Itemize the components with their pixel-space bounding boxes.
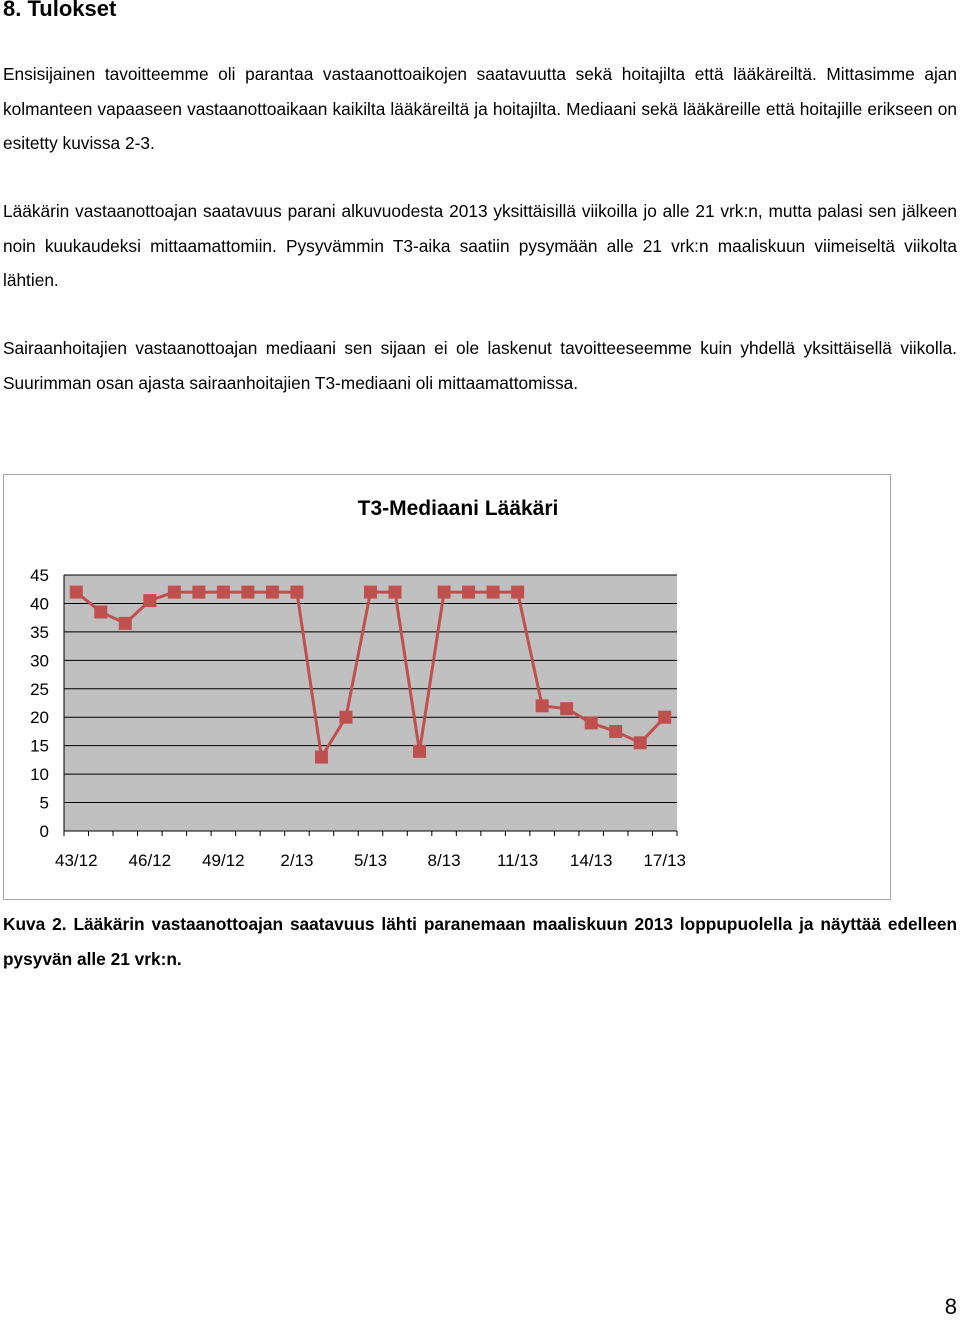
x-tick-label: 5/13 bbox=[353, 851, 388, 870]
data-point bbox=[143, 594, 156, 607]
data-point bbox=[192, 586, 205, 599]
data-point bbox=[438, 586, 451, 599]
chart-t3-median-doctor bbox=[3, 474, 891, 900]
data-point bbox=[290, 586, 303, 599]
x-tick-label: 49/12 bbox=[202, 851, 245, 870]
y-tick-label: 25 bbox=[30, 679, 49, 699]
page-number: 8 bbox=[944, 1294, 957, 1319]
x-tick-label: 14/13 bbox=[569, 851, 613, 870]
plot-area bbox=[64, 575, 677, 831]
y-tick-label: 35 bbox=[30, 622, 49, 642]
x-tick-label: 43/12 bbox=[54, 851, 98, 870]
data-point bbox=[658, 711, 671, 724]
y-tick-label: 15 bbox=[30, 736, 49, 756]
data-point bbox=[389, 586, 402, 599]
chart-title: T3-Mediaani Lääkäri bbox=[357, 497, 559, 520]
data-point bbox=[315, 751, 328, 764]
y-tick-label: 45 bbox=[30, 566, 49, 585]
data-point bbox=[560, 702, 573, 715]
figure-caption: Kuva 2. Lääkärin vastaanottoajan saatavuus lähti paranemaan maaliskuun 2013 loppupuolella ja näyttää edelleen pysyvän alle 21 vrk:n. bbox=[3, 914, 957, 969]
data-point bbox=[217, 586, 230, 599]
paragraph-doctor-results: Lääkärin vastaanottoajan saatavuus parani alkuvuodesta 2013 yksittäisillä viikoilla jo alle 21 vrk:n, mutta palasi sen jälkeen noin kuukaudeksi mittaamattomiin. Pysyvämmin T3-aika saatiin pysymään alle 21 vrk:n maaliskuun viimeiseltä viikolta lähtien. bbox=[3, 201, 957, 290]
data-point bbox=[339, 711, 352, 724]
data-point bbox=[511, 586, 524, 599]
y-tick-label: 40 bbox=[30, 594, 49, 614]
data-point bbox=[413, 745, 426, 758]
x-tick-label: 8/13 bbox=[427, 851, 461, 870]
data-point bbox=[119, 617, 132, 630]
x-tick-label: 46/12 bbox=[128, 851, 172, 870]
data-point bbox=[266, 586, 279, 599]
y-tick-label: 30 bbox=[30, 651, 49, 671]
data-point bbox=[70, 586, 83, 599]
data-point bbox=[94, 605, 107, 618]
y-tick-label: 20 bbox=[30, 708, 49, 728]
x-tick-label: 17/13 bbox=[643, 851, 687, 870]
chart-svg bbox=[4, 475, 892, 901]
data-point bbox=[168, 586, 181, 599]
data-point bbox=[364, 586, 377, 599]
data-point bbox=[536, 699, 549, 712]
y-tick-label: 0 bbox=[39, 822, 49, 841]
data-point bbox=[241, 586, 254, 599]
data-point bbox=[634, 736, 647, 749]
data-point bbox=[487, 586, 500, 599]
x-tick-label: 2/13 bbox=[280, 851, 314, 870]
x-tick-label: 11/13 bbox=[496, 851, 539, 870]
section-heading: 8. Tulokset bbox=[3, 0, 117, 21]
data-point bbox=[609, 725, 622, 738]
y-tick-label: 5 bbox=[39, 793, 49, 813]
data-point bbox=[462, 586, 475, 599]
paragraph-nurse-results: Sairaanhoitajien vastaanottoajan mediaani sen sijaan ei ole laskenut tavoitteeseemme kuin yhdellä yksittäisellä viikolla. Suurimman osan ajasta sairaanhoitajien T3-mediaani oli mittaamattomissa. bbox=[3, 338, 957, 393]
y-tick-label: 10 bbox=[30, 765, 49, 785]
paragraph-goal: Ensisijainen tavoitteemme oli parantaa vastaanottoaikojen saatavuutta sekä hoitajilta että lääkäreiltä. Mittasimme ajan kolmanteen vapaaseen vastaanottoaikaan kaikilta lääkäreiltä ja hoitajilta. Mediaani sekä lääkäreille että hoitajille erikseen on esitetty kuvissa 2-3. bbox=[3, 64, 957, 153]
data-point bbox=[585, 716, 598, 729]
